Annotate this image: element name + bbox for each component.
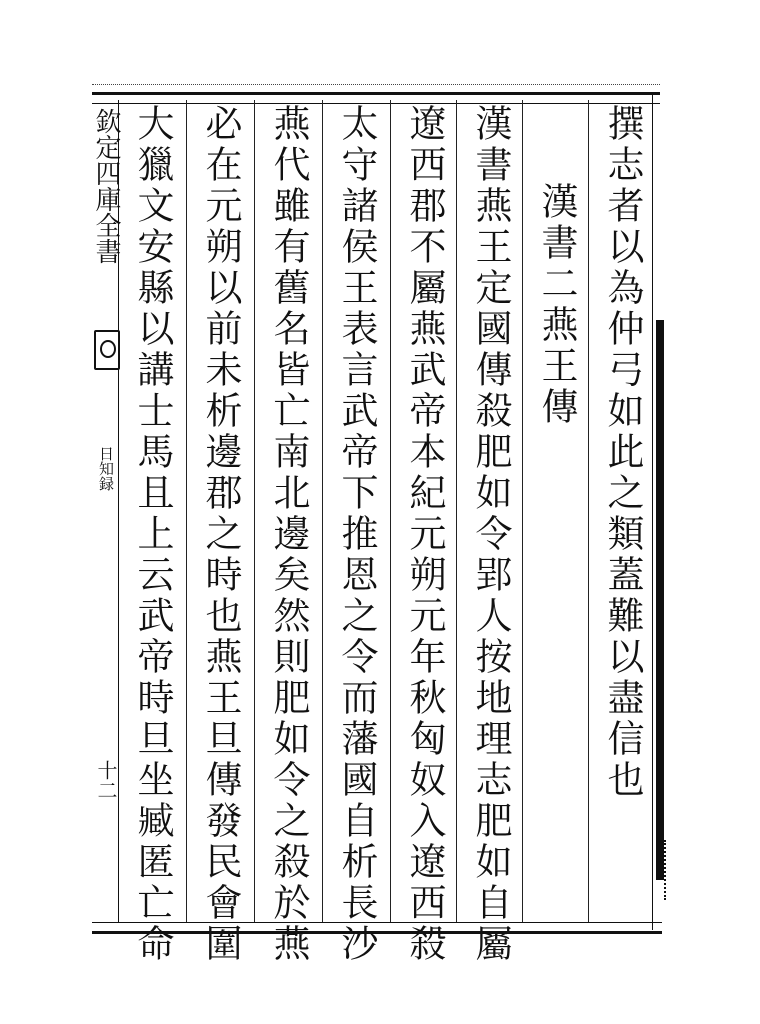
text-column: 太守諸侯王表言武帝下推恩之令而藩國自析長沙 — [335, 104, 378, 965]
text-column: 必在元朔以前未析邊郡之時也燕王旦傳發民會圍 — [199, 104, 242, 965]
top-border — [92, 92, 660, 104]
collection-title: 欽定四庫全書 — [91, 108, 121, 264]
section-heading: 漢書二燕王傳 — [535, 182, 578, 428]
text-column: 大獵文安縣以講士馬且上云武帝時旦坐臧匿亡命 — [131, 104, 174, 965]
column-rule — [588, 100, 589, 922]
right-edge-bar — [656, 320, 664, 880]
column-rule — [186, 100, 187, 922]
right-border — [652, 92, 653, 930]
column-rule — [390, 100, 391, 922]
column-rule — [456, 100, 457, 922]
right-edge-dots — [664, 840, 670, 900]
text-column: 漢書燕王定國傳殺肥如令郢人按地理志肥如自屬 — [469, 104, 512, 965]
top-border-dots — [92, 84, 660, 85]
text-column: 撰志者以為仲弓如此之類蓋難以盡信也 — [601, 104, 644, 801]
text-column: 遼西郡不屬燕武帝本紀元朔元年秋匈奴入遼西殺 — [403, 104, 446, 965]
column-rule — [254, 100, 255, 922]
page-number: 十二 — [94, 760, 118, 800]
column-rule — [522, 100, 523, 922]
column-rule — [322, 100, 323, 922]
fish-tail-mark-icon — [94, 330, 120, 370]
text-column: 燕代雖有舊名皆亡南北邊矣然則肥如令之殺於燕 — [267, 104, 310, 965]
book-title: 日知録 — [97, 446, 115, 491]
